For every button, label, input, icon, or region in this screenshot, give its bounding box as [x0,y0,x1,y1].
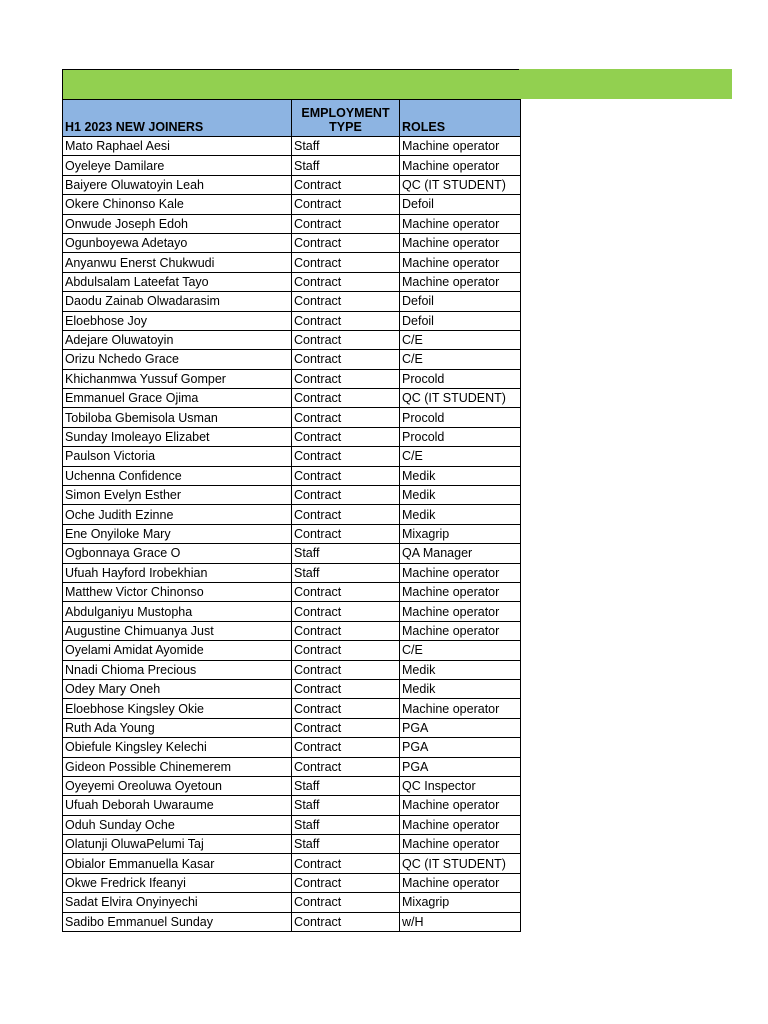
name-cell[interactable]: Ruth Ada Young [63,718,292,737]
employment-type-cell[interactable]: Contract [292,602,400,621]
role-cell[interactable]: Machine operator [400,699,521,718]
employment-type-cell[interactable]: Staff [292,815,400,834]
role-cell[interactable]: C/E [400,330,521,349]
table-row [63,505,521,524]
role-cell[interactable]: QC (IT STUDENT) [400,389,521,408]
role-cell[interactable]: Defoil [400,311,521,330]
table-body [63,137,521,932]
role-cell[interactable]: Procold [400,369,521,388]
employment-type-cell[interactable]: Contract [292,582,400,601]
role-cell[interactable]: PGA [400,738,521,757]
role-cell[interactable]: Machine operator [400,156,521,175]
role-cell[interactable]: Procold [400,427,521,446]
role-cell[interactable]: Procold [400,408,521,427]
employment-type-cell[interactable]: Contract [292,679,400,698]
employment-type-line2: TYPE [329,120,362,134]
table-row [63,486,521,505]
role-cell[interactable]: QC (IT STUDENT) [400,854,521,873]
employment-type-cell[interactable]: Contract [292,873,400,892]
role-cell[interactable]: Mixagrip [400,524,521,543]
column-header-name[interactable]: H1 2023 NEW JOINERS [63,100,292,137]
table-row [63,233,521,252]
name-cell[interactable]: Sunday Imoleayo Elizabet [63,427,292,446]
employment-type-cell[interactable]: Contract [292,195,400,214]
employment-type-cell[interactable]: Contract [292,253,400,272]
name-cell[interactable]: Obialor Emmanuella Kasar [63,854,292,873]
table-row [63,447,521,466]
name-cell[interactable]: Uchenna Confidence [63,466,292,485]
title-band-border [62,69,519,99]
table-row [63,311,521,330]
name-cell[interactable]: Oyeyemi Oreoluwa Oyetoun [63,776,292,795]
name-cell[interactable]: Oche Judith Ezinne [63,505,292,524]
employment-type-cell[interactable]: Contract [292,505,400,524]
table-row [63,524,521,543]
role-cell[interactable]: C/E [400,447,521,466]
employment-type-line1: EMPLOYMENT [301,106,390,120]
employment-type-cell[interactable]: Contract [292,854,400,873]
column-header-roles[interactable]: ROLES [400,100,521,137]
employment-type-cell[interactable]: Contract [292,447,400,466]
role-cell[interactable]: Machine operator [400,137,521,156]
employment-type-cell[interactable]: Contract [292,893,400,912]
name-cell[interactable]: Abdulganiyu Mustopha [63,602,292,621]
name-cell[interactable]: Sadat Elvira Onyinyechi [63,893,292,912]
table-row [63,544,521,563]
role-cell[interactable]: Medik [400,679,521,698]
table-row [63,253,521,272]
name-cell[interactable]: Odey Mary Oneh [63,679,292,698]
role-cell[interactable]: Machine operator [400,796,521,815]
role-cell[interactable]: PGA [400,718,521,737]
table-row [63,796,521,815]
table-row [63,738,521,757]
name-cell[interactable]: Gideon Possible Chinemerem [63,757,292,776]
role-cell[interactable]: Machine operator [400,214,521,233]
employment-type-cell[interactable]: Contract [292,738,400,757]
name-cell[interactable]: Baiyere Oluwatoyin Leah [63,175,292,194]
employment-type-cell[interactable]: Contract [292,311,400,330]
table-row [63,272,521,291]
name-cell[interactable]: Ufuah Deborah Uwaraume [63,796,292,815]
name-cell[interactable]: Olatunji OluwaPelumi Taj [63,835,292,854]
employment-type-cell[interactable]: Contract [292,175,400,194]
role-cell[interactable]: Machine operator [400,835,521,854]
table-row [63,641,521,660]
employment-type-cell[interactable]: Contract [292,660,400,679]
table-row [63,369,521,388]
role-cell[interactable]: QC (IT STUDENT) [400,175,521,194]
header-row [63,100,521,137]
name-cell[interactable]: Daodu Zainab Olwadarasim [63,292,292,311]
column-header-employment-type[interactable] [292,100,400,137]
role-cell[interactable]: PGA [400,757,521,776]
table-row [63,912,521,931]
employment-type-cell[interactable]: Staff [292,137,400,156]
employment-type-cell[interactable]: Staff [292,835,400,854]
name-cell[interactable]: Paulson Victoria [63,447,292,466]
employment-type-cell[interactable]: Staff [292,776,400,795]
employment-type-cell[interactable]: Contract [292,718,400,737]
employment-type-cell[interactable]: Contract [292,912,400,931]
role-cell[interactable]: QA Manager [400,544,521,563]
table-row [63,621,521,640]
name-cell[interactable]: Tobiloba Gbemisola Usman [63,408,292,427]
name-cell[interactable]: Ene Onyiloke Mary [63,524,292,543]
role-cell[interactable]: Defoil [400,292,521,311]
name-cell[interactable]: Oyelami Amidat Ayomide [63,641,292,660]
role-cell[interactable]: Machine operator [400,815,521,834]
role-cell[interactable]: Medik [400,486,521,505]
table-row [63,563,521,582]
role-cell[interactable]: w/H [400,912,521,931]
role-cell[interactable]: Machine operator [400,582,521,601]
employment-type-cell[interactable]: Contract [292,757,400,776]
role-cell[interactable]: Mixagrip [400,893,521,912]
name-cell[interactable]: Oduh Sunday Oche [63,815,292,834]
role-cell[interactable]: Medik [400,505,521,524]
employment-type-cell[interactable]: Contract [292,292,400,311]
table-row [63,466,521,485]
name-cell[interactable]: Onwude Joseph Edoh [63,214,292,233]
table-row [63,718,521,737]
table-row [63,854,521,873]
name-cell[interactable]: Oyeleye Damilare [63,156,292,175]
employment-type-cell[interactable]: Contract [292,427,400,446]
employment-type-cell[interactable]: Contract [292,369,400,388]
role-cell[interactable]: Medik [400,660,521,679]
employment-type-cell[interactable]: Contract [292,272,400,291]
role-cell[interactable]: Defoil [400,195,521,214]
employment-type-cell[interactable]: Contract [292,408,400,427]
name-cell[interactable]: Matthew Victor Chinonso [63,582,292,601]
employment-type-cell[interactable]: Contract [292,233,400,252]
name-cell[interactable]: Abdulsalam Lateefat Tayo [63,272,292,291]
table-row [63,292,521,311]
employment-type-cell[interactable]: Contract [292,486,400,505]
name-cell[interactable]: Eloebhose Joy [63,311,292,330]
role-cell[interactable]: Machine operator [400,621,521,640]
name-cell[interactable]: Ufuah Hayford Irobekhian [63,563,292,582]
table-row [63,835,521,854]
name-cell[interactable]: Augustine Chimuanya Just [63,621,292,640]
table-row [63,582,521,601]
table-row [63,699,521,718]
table-row [63,408,521,427]
role-cell[interactable]: QC Inspector [400,776,521,795]
name-cell[interactable]: Okere Chinonso Kale [63,195,292,214]
employment-type-cell[interactable]: Staff [292,156,400,175]
name-cell[interactable]: Nnadi Chioma Precious [63,660,292,679]
table-row [63,389,521,408]
role-cell[interactable]: Machine operator [400,563,521,582]
table-row [63,602,521,621]
name-cell[interactable]: Khichanmwa Yussuf Gomper [63,369,292,388]
table-row [63,427,521,446]
employment-type-cell[interactable]: Contract [292,389,400,408]
table-row [63,660,521,679]
role-cell[interactable]: C/E [400,350,521,369]
table-row [63,350,521,369]
table-row [63,679,521,698]
name-cell[interactable]: Okwe Fredrick Ifeanyi [63,873,292,892]
table-row [63,137,521,156]
role-cell[interactable]: Machine operator [400,873,521,892]
name-cell[interactable]: Ogbonnaya Grace O [63,544,292,563]
employment-type-cell[interactable]: Contract [292,214,400,233]
name-cell[interactable]: Emmanuel Grace Ojima [63,389,292,408]
table-row [63,330,521,349]
role-cell[interactable]: Machine operator [400,602,521,621]
employment-type-cell[interactable]: Staff [292,796,400,815]
name-cell[interactable]: Ogunboyewa Adetayo [63,233,292,252]
role-cell[interactable]: Machine operator [400,272,521,291]
employment-type-cell[interactable]: Contract [292,330,400,349]
name-cell[interactable]: Sadibo Emmanuel Sunday [63,912,292,931]
table-row [63,815,521,834]
new-joiners-table [62,99,521,932]
employment-type-cell[interactable]: Staff [292,544,400,563]
table-row [63,175,521,194]
name-cell[interactable]: Eloebhose Kingsley Okie [63,699,292,718]
role-cell[interactable]: Machine operator [400,233,521,252]
role-cell[interactable]: C/E [400,641,521,660]
employment-type-cell[interactable]: Contract [292,699,400,718]
name-cell[interactable]: Orizu Nchedo Grace [63,350,292,369]
name-cell[interactable]: Adejare Oluwatoyin [63,330,292,349]
employment-type-cell[interactable]: Contract [292,466,400,485]
role-cell[interactable]: Machine operator [400,253,521,272]
table-row [63,757,521,776]
role-cell[interactable]: Medik [400,466,521,485]
table-row [63,776,521,795]
name-cell[interactable]: Simon Evelyn Esther [63,486,292,505]
table-row [63,873,521,892]
name-cell[interactable]: Obiefule Kingsley Kelechi [63,738,292,757]
name-cell[interactable]: Anyanwu Enerst Chukwudi [63,253,292,272]
employment-type-cell[interactable]: Contract [292,641,400,660]
table-row [63,214,521,233]
name-cell[interactable]: Mato Raphael Aesi [63,137,292,156]
employment-type-cell[interactable]: Contract [292,524,400,543]
table-row [63,893,521,912]
table-row [63,156,521,175]
employment-type-cell[interactable]: Staff [292,563,400,582]
table-row [63,195,521,214]
employment-type-cell[interactable]: Contract [292,350,400,369]
employment-type-cell[interactable]: Contract [292,621,400,640]
